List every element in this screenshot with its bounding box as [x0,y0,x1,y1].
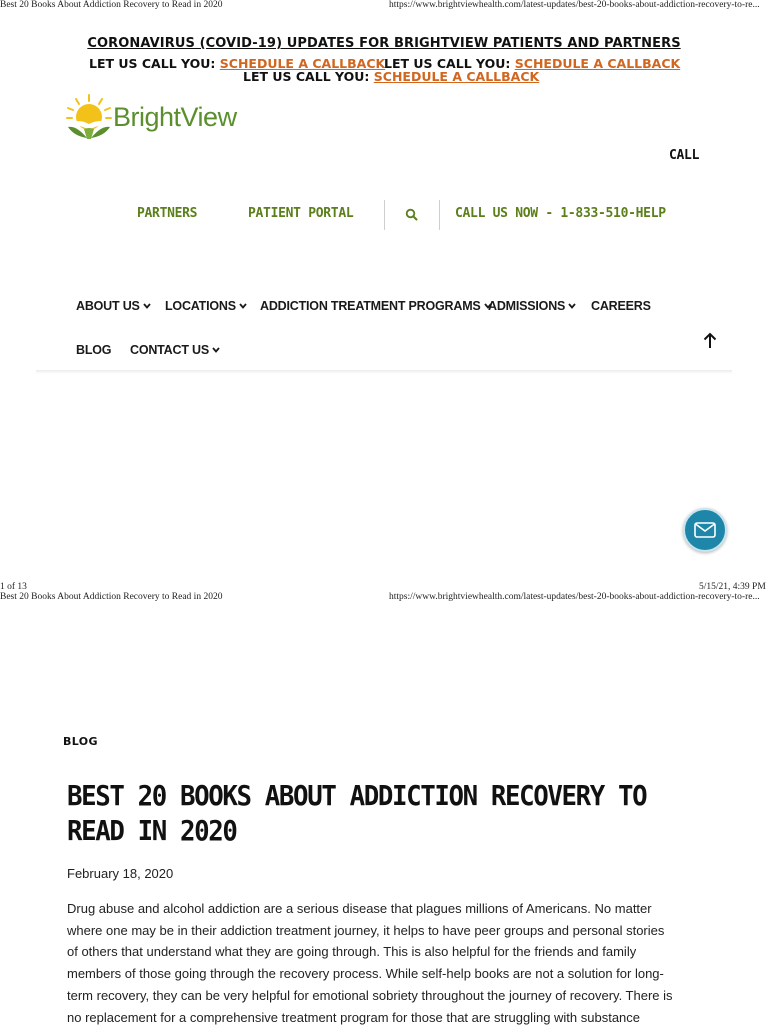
call-prefix: LET US CALL YOU: [384,56,511,71]
menu-label: LOCATIONS [165,299,236,313]
call-us-now-link[interactable]: CALL US NOW - 1-833-510-HELP [455,206,666,221]
chevron-down-icon [143,303,151,309]
body-line: of others that understand what they are going through. This is also helpful for the friends and family [67,944,637,960]
arrow-up-icon[interactable] [702,332,718,350]
schedule-callback-link[interactable]: SCHEDULE A CALLBACK [219,56,386,71]
menu-label: ABOUT US [76,299,140,313]
call-link[interactable]: CALL [669,148,700,163]
body-line: Drug abuse and alcohol addiction are a serious disease that plagues millions of Americans. No matter [67,901,652,916]
article-category[interactable]: BLOG [63,735,98,748]
call-prefix: LET US CALL YOU: [243,69,370,84]
chevron-down-icon [239,303,247,309]
nav-divider [384,200,385,230]
print-page-url: https://www.brightviewhealth.com/latest-updates/best-20-books-about-addiction-recovery-to-re... [389,0,760,10]
print-page-url: https://www.brightviewhealth.com/latest-updates/best-20-books-about-addiction-recovery-to-re... [389,592,760,602]
menu-label: ADMISSIONS [488,299,566,313]
body-line: no replacement for a comprehensive treatment program for those that are struggling with substance [67,1009,641,1025]
menu-careers[interactable] [591,299,651,313]
search-icon[interactable] [405,208,419,222]
partners-link[interactable]: PARTNERS [137,206,198,221]
patient-portal-link[interactable]: PATIENT PORTAL [248,206,354,221]
print-page-title: Best 20 Books About Addiction Recovery to Read in 2020 [0,0,223,10]
print-page-title: Best 20 Books About Addiction Recovery to Read in 2020 [0,592,223,602]
article-date: February 18, 2020 [67,866,174,881]
brand-name: BrightView [113,102,237,132]
body-line: where one may be in their addiction treatment journey, it helps to have peer groups and personal stories [67,922,665,938]
envelope-icon [694,522,716,538]
article-body [67,898,707,1028]
menu-label: BLOG [76,343,112,357]
menu-admissions[interactable] [488,299,576,313]
schedule-callback-link[interactable]: SCHEDULE A CALLBACK [373,69,540,84]
nav-divider [439,200,440,230]
sunburst-logo-icon [66,94,112,140]
menu-label: CONTACT US [130,343,210,357]
body-line: members of those going through the recovery process. While self-help books are not a solution for long- [67,966,664,982]
header-shadow [36,370,732,374]
contact-mail-button[interactable] [683,508,727,552]
print-datetime: 5/15/21, 4:39 PM [699,582,766,592]
menu-contact-us[interactable] [130,343,220,357]
menu-locations[interactable] [165,299,247,313]
schedule-callback-link[interactable]: SCHEDULE A CALLBACK [514,56,681,71]
call-prefix: LET US CALL YOU: [89,56,216,71]
covid-updates-link[interactable]: CORONAVIRUS (COVID-19) UPDATES FOR BRIGHTVIEW PATIENTS AND PARTNERS [87,36,681,51]
chevron-down-icon [212,347,220,353]
print-page-count: 1 of 13 [0,582,27,592]
menu-about-us[interactable] [76,299,151,313]
menu-addiction-treatment-programs[interactable] [260,299,492,313]
menu-label: ADDICTION TREATMENT PROGRAMS [260,299,481,313]
brightview-logo[interactable] [66,94,237,142]
body-line: term recovery, they can be very helpful for emotional sobriety throughout the journey of recovery. There is [67,987,673,1003]
article-title: BEST 20 BOOKS ABOUT ADDICTION RECOVERY TO READ IN 2020 [67,779,647,847]
chevron-down-icon [568,303,576,309]
callback-row-3 [243,69,539,84]
menu-blog[interactable] [76,343,111,357]
menu-label: CAREERS [591,299,651,313]
